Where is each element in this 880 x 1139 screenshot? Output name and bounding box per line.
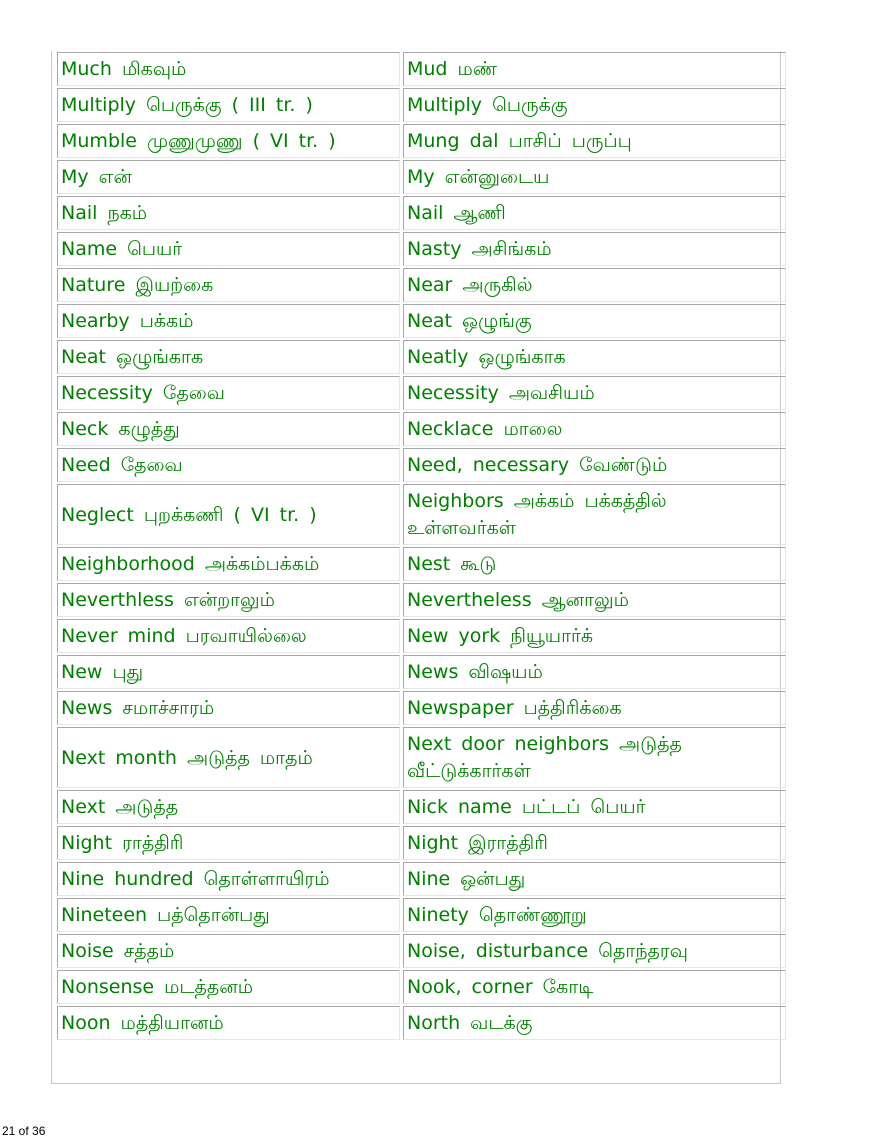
english-tamil-cell: News விஷயம் (403, 655, 786, 689)
english-tamil-cell: Nevertheless ஆனாலும் (403, 583, 786, 617)
english-tamil-cell: Neighbors அக்கம் பக்கத்தில் உள்ளவர்கள் (403, 484, 786, 545)
english-tamil-cell: Nail நகம் (57, 196, 400, 230)
english-tamil-cell: My என் (57, 160, 400, 194)
english-tamil-cell: New york நியூயார்க் (403, 619, 786, 653)
table-row (57, 934, 786, 968)
english-tamil-cell: Nook, corner கோடி (403, 970, 786, 1004)
english-tamil-cell: Nail ஆணி (403, 196, 786, 230)
table-row (57, 790, 786, 824)
english-tamil-cell: Neat ஒழுங்காக (57, 340, 400, 374)
english-tamil-cell: Nine ஒன்பது (403, 862, 786, 896)
table-row (57, 304, 786, 338)
table-row (57, 898, 786, 932)
english-tamil-cell: Mung dal பாசிப் பருப்பு (403, 124, 786, 158)
english-tamil-cell: Night இராத்திரி (403, 826, 786, 860)
english-tamil-cell: Necessity தேவை (57, 376, 400, 410)
table-row (57, 376, 786, 410)
table-row (57, 691, 786, 725)
english-tamil-cell: Mud மண் (403, 52, 786, 86)
english-tamil-cell: Neglect புறக்கணி ( VI tr. ) (57, 484, 400, 545)
english-tamil-cell: Need, necessary வேண்டும் (403, 448, 786, 482)
english-tamil-cell: North வடக்கு (403, 1006, 786, 1040)
english-tamil-cell: Never mind பரவாயில்லை (57, 619, 400, 653)
table-row (57, 88, 786, 122)
english-tamil-cell: Next door neighbors அடுத்த வீட்டுக்கார்கள் (403, 727, 786, 788)
table-row (57, 826, 786, 860)
english-tamil-cell: Nearby பக்கம் (57, 304, 400, 338)
english-tamil-cell: Multiply பெருக்கு (403, 88, 786, 122)
english-tamil-cell: Nine hundred தொள்ளாயிரம் (57, 862, 400, 896)
english-tamil-cell: Neatly ஒழுங்காக (403, 340, 786, 374)
english-tamil-cell: Name பெயர் (57, 232, 400, 266)
english-tamil-cell: Nick name பட்டப் பெயர் (403, 790, 786, 824)
table-row (57, 412, 786, 446)
english-tamil-cell: Noise, disturbance தொந்தரவு (403, 934, 786, 968)
table-row (57, 268, 786, 302)
english-tamil-cell: Necessity அவசியம் (403, 376, 786, 410)
table-row (57, 862, 786, 896)
english-tamil-cell: Nineteen பத்தொன்பது (57, 898, 400, 932)
english-tamil-cell: Next month அடுத்த மாதம் (57, 727, 400, 788)
english-tamil-cell: Mumble முணுமுணு ( VI tr. ) (57, 124, 400, 158)
english-tamil-cell: Night ராத்திரி (57, 826, 400, 860)
english-tamil-cell: Nature இயற்கை (57, 268, 400, 302)
table-row (57, 619, 786, 653)
english-tamil-cell: New புது (57, 655, 400, 689)
vocabulary-table (54, 50, 789, 1042)
english-tamil-cell: Necklace மாலை (403, 412, 786, 446)
english-tamil-cell: Nasty அசிங்கம் (403, 232, 786, 266)
table-row (57, 583, 786, 617)
page-number: 21 of 36 (2, 1124, 46, 1138)
english-tamil-cell: Neighborhood அக்கம்பக்கம் (57, 547, 400, 581)
table-row (57, 970, 786, 1004)
table-row (57, 196, 786, 230)
english-tamil-cell: Nest கூடு (403, 547, 786, 581)
table-row (57, 124, 786, 158)
english-tamil-cell: Next அடுத்த (57, 790, 400, 824)
english-tamil-cell: My என்னுடைய (403, 160, 786, 194)
english-tamil-cell: Ninety தொண்ணூறு (403, 898, 786, 932)
table-row (57, 52, 786, 86)
english-tamil-cell: Near அருகில் (403, 268, 786, 302)
english-tamil-cell: Noise சத்தம் (57, 934, 400, 968)
table-row (57, 448, 786, 482)
table-row (57, 1006, 786, 1040)
english-tamil-cell: Neck கழுத்து (57, 412, 400, 446)
table-row (57, 160, 786, 194)
table-row (57, 340, 786, 374)
table-row (57, 547, 786, 581)
english-tamil-cell: Newspaper பத்திரிக்கை (403, 691, 786, 725)
english-tamil-cell: Nonsense மடத்தனம் (57, 970, 400, 1004)
table-row (57, 655, 786, 689)
table-row (57, 727, 786, 788)
english-tamil-cell: Neat ஒழுங்கு (403, 304, 786, 338)
english-tamil-cell: Neverthless என்றாலும் (57, 583, 400, 617)
table-row (57, 484, 786, 545)
english-tamil-cell: News சமாச்சாரம் (57, 691, 400, 725)
english-tamil-cell: Need தேவை (57, 448, 400, 482)
english-tamil-cell: Much மிகவும் (57, 52, 400, 86)
english-tamil-cell: Multiply பெருக்கு ( III tr. ) (57, 88, 400, 122)
english-tamil-cell: Noon மத்தியானம் (57, 1006, 400, 1040)
table-row (57, 232, 786, 266)
